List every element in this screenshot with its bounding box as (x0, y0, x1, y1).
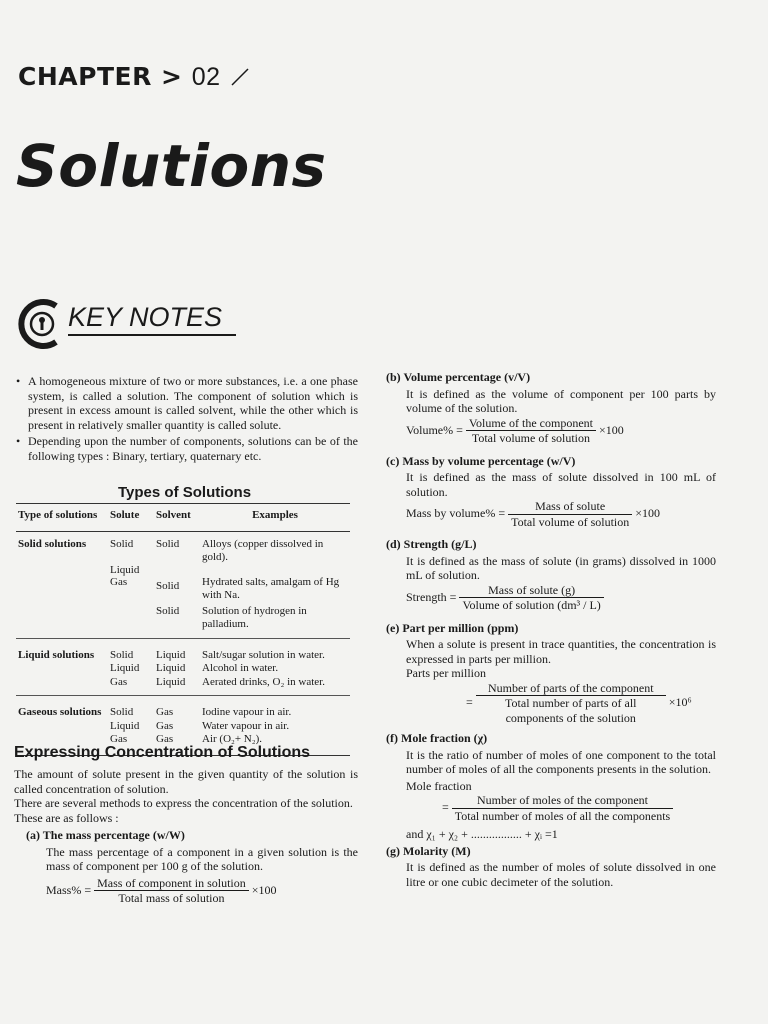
item-heading: (d) Strength (g/L) (386, 537, 477, 551)
formula-lhs: Parts per million (406, 666, 486, 680)
formula-denominator: Total number of parts of all components of the solution (505, 696, 637, 725)
item-text: When a solute is present in trace quantities, the concentration is expressed in parts per million. (406, 637, 716, 666)
formula-mass-percent (46, 876, 358, 906)
cell-solute: Liquid (110, 563, 140, 576)
key-notes-underline (68, 334, 236, 336)
chapter-separator: > (161, 62, 183, 91)
th-type: Type of solutions (16, 504, 108, 532)
cell-solvent (154, 565, 200, 576)
table-row (16, 643, 350, 663)
formula-denominator: Total volume of solution (511, 514, 630, 529)
cell-example: Aerated drinks, O₂ in water. (202, 675, 325, 688)
formula-lhs: Mole fraction (406, 778, 472, 793)
cell-example: Air (O₂+ N₂). (202, 733, 263, 745)
cell-example: Iodine vapour in air. (202, 706, 292, 718)
formula-numerator: Mass of solute (g) (459, 583, 603, 599)
row-type-liquid: Liquid solutions (18, 648, 95, 661)
section-heading: Expressing Concentration of Solutions (14, 744, 311, 761)
chapter-title: Solutions (16, 132, 327, 200)
formula-fraction (452, 793, 673, 823)
item-heading: (g) Molarity (M) (386, 843, 471, 858)
cell-example: Hydrated salts, amalgam of Hg with Na. (202, 575, 340, 601)
concentration-intro (14, 767, 358, 906)
item-heading: (b) Volume percentage (v/V) (386, 370, 531, 384)
cell-example: Alloys (copper dissolved in gold). (202, 537, 324, 563)
item-c (386, 454, 716, 530)
item-text: The mass percentage of a component in a given solution is the mass of component per 100 g of the solution. (46, 844, 358, 873)
paragraph: The amount of solute present in the given quantity of the solution is called concentration of solution. (14, 767, 358, 796)
formula-multiplier: ×100 (635, 505, 661, 520)
formula-multiplier: ×100 (251, 882, 277, 897)
cell-example: Salt/sugar solution in water. (202, 648, 325, 661)
formula-lhs: Strength = (406, 589, 457, 604)
table-header-row (16, 504, 350, 532)
item-d (386, 537, 716, 613)
cell-solute: Gas (110, 575, 128, 588)
formula-numerator: Volume of the component (466, 416, 596, 432)
formula-denominator: Total volume of solution (471, 431, 591, 445)
formula-lhs: Mass by volume% = (406, 505, 506, 520)
table-title: Types of Solutions (118, 484, 252, 501)
chapter-label (18, 62, 250, 92)
cell-solvent: Solid (156, 537, 180, 550)
item-text: It is defined as the number of moles of solute dissolved in one litre or one cubic decimeter of the solution. (406, 860, 716, 889)
formula-lhs: Mass% = (46, 882, 92, 897)
right-column (386, 370, 716, 889)
formula-equals: = (466, 694, 473, 709)
item-b (386, 370, 716, 446)
formula-mole-fraction (442, 793, 716, 823)
chapter-number: 02 (191, 63, 221, 91)
cell-solute: Liquid (110, 719, 140, 732)
formula-fraction (466, 416, 596, 446)
formula-mass-by-volume (406, 499, 716, 529)
item-heading: (e) Part per million (ppm) (386, 620, 519, 635)
chapter-word: CHAPTER (18, 62, 152, 91)
item-text: It is the ratio of number of moles of one component to the total number of moles of all the components presents in the solution. (406, 747, 716, 776)
cell-solute: Gas (110, 675, 128, 688)
cell-solvent: Liquid (156, 648, 186, 661)
cell-example: Solution of hydrogen in palladium. (202, 604, 307, 630)
formula-denominator: Volume of solution (dm³ / L) (462, 598, 601, 612)
formula-ppm (466, 681, 716, 726)
cell-solvent: Solid (156, 604, 180, 617)
formula-denominator: Total number of moles of all the components (454, 808, 671, 823)
formula-numerator: Mass of solute (508, 499, 632, 515)
mole-fraction-sum: and χ₁ + χ₂ + ................. + χᵢ =1 (406, 827, 558, 841)
cell-solvent: Solid (156, 579, 180, 592)
cell-solute: Solid (110, 706, 134, 718)
formula-denominator: Total mass of solution (118, 891, 225, 905)
item-text: It is defined as the mass of solute dissolved in 100 mL of solution. (406, 470, 716, 499)
formula-multiplier: ×10⁶ (668, 694, 692, 709)
item-heading: (a) The mass percentage (w/W) (26, 828, 185, 842)
item-heading: (c) Mass by volume percentage (w/V) (386, 453, 576, 468)
item-text: It is defined as the mass of solute (in grams) dissolved in 1000 mL of solution. (406, 553, 716, 582)
formula-volume-percent (406, 416, 716, 446)
paragraph: There are several methods to express the concentration of the solution. (14, 796, 353, 810)
cell-solvent: Liquid (156, 675, 186, 688)
item-g (386, 844, 716, 890)
th-examples: Examples (200, 504, 350, 532)
key-notes-label: KEY NOTES (68, 302, 223, 332)
key-notes-badge (16, 296, 256, 352)
formula-multiplier: ×100 (598, 422, 624, 437)
cell-example: Water vapour in air. (202, 719, 290, 732)
intro-bullets (14, 374, 358, 465)
formula-numerator: Number of moles of the component (452, 793, 673, 809)
formula-lhs: Volume% = (406, 422, 463, 437)
cell-solute: Solid (110, 537, 134, 550)
formula-strength (406, 583, 716, 613)
item-e (386, 621, 716, 726)
bullet-solution-definition: • A homogeneous mixture of two or more substances, i.e. a one phase system, is called a solution. The component of solution which is present in excess amount is called solvent, while the other which is present in relatively smaller quantity is called solute. (28, 374, 358, 432)
formula-fraction (508, 499, 632, 529)
formula-fraction (459, 583, 603, 613)
cell-solvent: Gas (156, 733, 174, 745)
item-text: It is defined as the volume of component per 100 parts by volume of the solution. (406, 386, 716, 415)
formula-fraction (94, 876, 249, 906)
bullet-solution-types: • Depending upon the number of components, solutions can be of the following types : Binary, tertiary, quaternary etc. (28, 434, 358, 463)
formula-numerator: Mass of component in solution (94, 876, 249, 892)
row-type-solid: Solid solutions (18, 537, 87, 550)
table-row (16, 531, 350, 565)
item-heading: (f) Mole fraction (χ) (386, 731, 488, 745)
cell-example: Alcohol in water. (202, 662, 279, 674)
row-type-gaseous: Gaseous solutions (18, 706, 102, 718)
paragraph: These are as follows : (14, 810, 119, 825)
cell-solute: Liquid (110, 662, 140, 674)
item-a (26, 828, 358, 906)
cell-solute: Solid (110, 648, 134, 661)
cell-solvent: Gas (156, 719, 174, 732)
formula-equals: = (442, 799, 449, 814)
formula-fraction (476, 681, 666, 726)
types-of-solutions-table (16, 503, 350, 758)
th-solvent: Solvent (154, 504, 200, 532)
table-row (16, 700, 350, 720)
cell-solute: Gas (110, 733, 128, 745)
cell-solvent: Gas (156, 706, 174, 718)
formula-numerator: Number of parts of the component (476, 681, 666, 697)
pen-stroke-icon (230, 67, 250, 87)
keyhole-icon (16, 296, 66, 352)
th-solute: Solute (108, 504, 154, 532)
cell-example (200, 565, 350, 576)
item-f (386, 731, 716, 842)
cell-solute (108, 603, 154, 639)
cell-solvent: Liquid (156, 662, 186, 674)
